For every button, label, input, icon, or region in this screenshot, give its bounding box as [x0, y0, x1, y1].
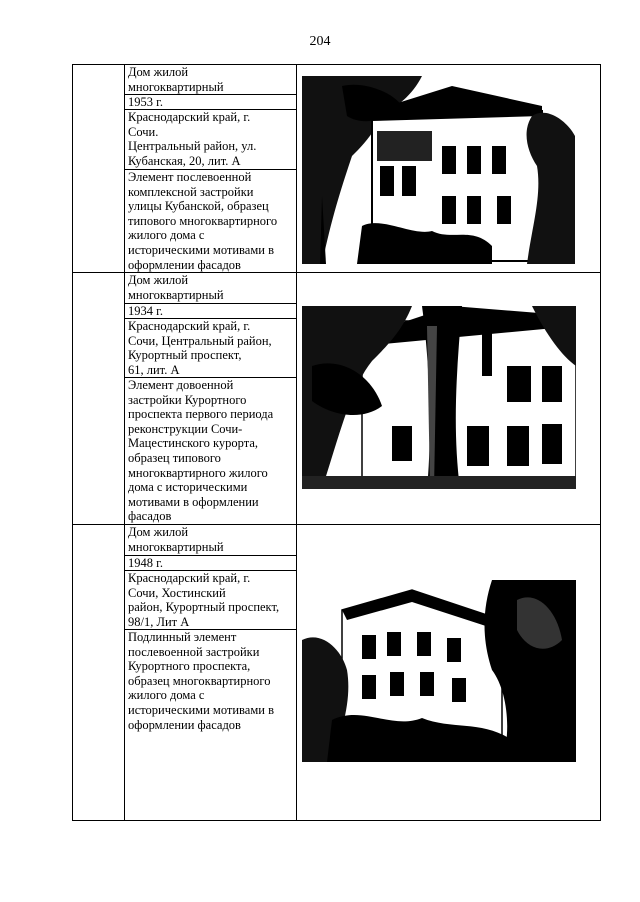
entry-2-address	[128, 319, 272, 377]
address-line: Краснодарский край, г.	[128, 110, 251, 124]
entry-2-description	[128, 378, 273, 524]
description-line: фасадов	[128, 509, 172, 524]
page-number: 204	[309, 34, 331, 49]
description-line: типового многоквартирного	[128, 213, 278, 228]
description-line: Курортного проспекта,	[128, 659, 251, 674]
entry-2-name	[128, 273, 224, 302]
description-line: образец многоквартирного	[128, 673, 271, 688]
year-line: 1948 г.	[128, 556, 163, 570]
description-line: улицы Кубанской, образец	[128, 199, 269, 214]
table-border-bottom	[72, 820, 601, 821]
address-line: 61, лит. А	[128, 362, 180, 377]
description-line: оформлении фасадов	[128, 717, 241, 732]
name-line: Дом жилой	[128, 525, 189, 539]
address-line: район, Курортный проспект,	[128, 600, 280, 615]
entry-3-year	[128, 556, 163, 571]
table-border-left	[72, 64, 73, 820]
address-line: Сочи, Хостинский	[128, 585, 226, 600]
entry-1-address	[128, 110, 256, 168]
description-line: дома с историческими	[128, 480, 248, 495]
address-line: 98/1, Лит А	[128, 614, 190, 629]
address-line: Сочи, Центральный район,	[128, 333, 272, 348]
description-line: мотивами в оформлении	[128, 494, 259, 509]
address-line: Курортный проспект,	[128, 348, 242, 363]
name-line: многоквартирный	[128, 79, 224, 94]
entry-2-photo	[302, 306, 576, 489]
entry-1-year	[128, 95, 163, 110]
description-line: историческими мотивами в	[128, 702, 274, 717]
name-line: многоквартирный	[128, 287, 224, 302]
entry-1-photo	[302, 76, 575, 264]
description-line: застройки Курортного	[128, 392, 247, 407]
description-line: Мацестинского курорта,	[128, 436, 259, 451]
address-line: Краснодарский край, г.	[128, 319, 251, 333]
year-line: 1953 г.	[128, 95, 163, 109]
description-line: реконструкции Сочи-	[128, 421, 243, 436]
address-line: Краснодарский край, г.	[128, 571, 251, 585]
table-column-divider	[296, 64, 297, 820]
description-line: Элемент послевоенной	[128, 170, 252, 184]
description-line: образец типового	[128, 450, 221, 465]
name-line: Дом жилой	[128, 273, 189, 287]
description-line: оформлении фасадов	[128, 257, 241, 272]
year-line: 1934 г.	[128, 304, 163, 318]
entry-3-photo	[302, 580, 576, 762]
entry-3-address	[128, 571, 279, 629]
name-line: Дом жилой	[128, 65, 189, 79]
address-line: Центральный район, ул.	[128, 139, 257, 154]
address-line: Кубанская, 20, лит. А	[128, 153, 241, 168]
description-line: Подлинный элемент	[128, 630, 237, 644]
description-line: жилого дома с	[128, 688, 205, 703]
description-line: проспекта первого периода	[128, 407, 274, 422]
entry-1-name	[128, 65, 224, 94]
name-line: многоквартирный	[128, 539, 224, 554]
entry-2-year	[128, 304, 163, 319]
description-line: историческими мотивами в	[128, 242, 274, 257]
description-line: Элемент довоенной	[128, 378, 234, 392]
entry-3-description	[128, 630, 274, 732]
description-line: жилого дома с	[128, 228, 205, 243]
description-line: комплексной застройки	[128, 184, 254, 199]
table-column-divider	[124, 64, 125, 820]
entry-1-description	[128, 170, 277, 272]
description-line: послевоенной застройки	[128, 644, 260, 659]
table-border-right	[600, 64, 601, 820]
entry-3-name	[128, 525, 224, 554]
description-line: многоквартирного жилого	[128, 465, 268, 480]
address-line: Сочи.	[128, 124, 159, 139]
